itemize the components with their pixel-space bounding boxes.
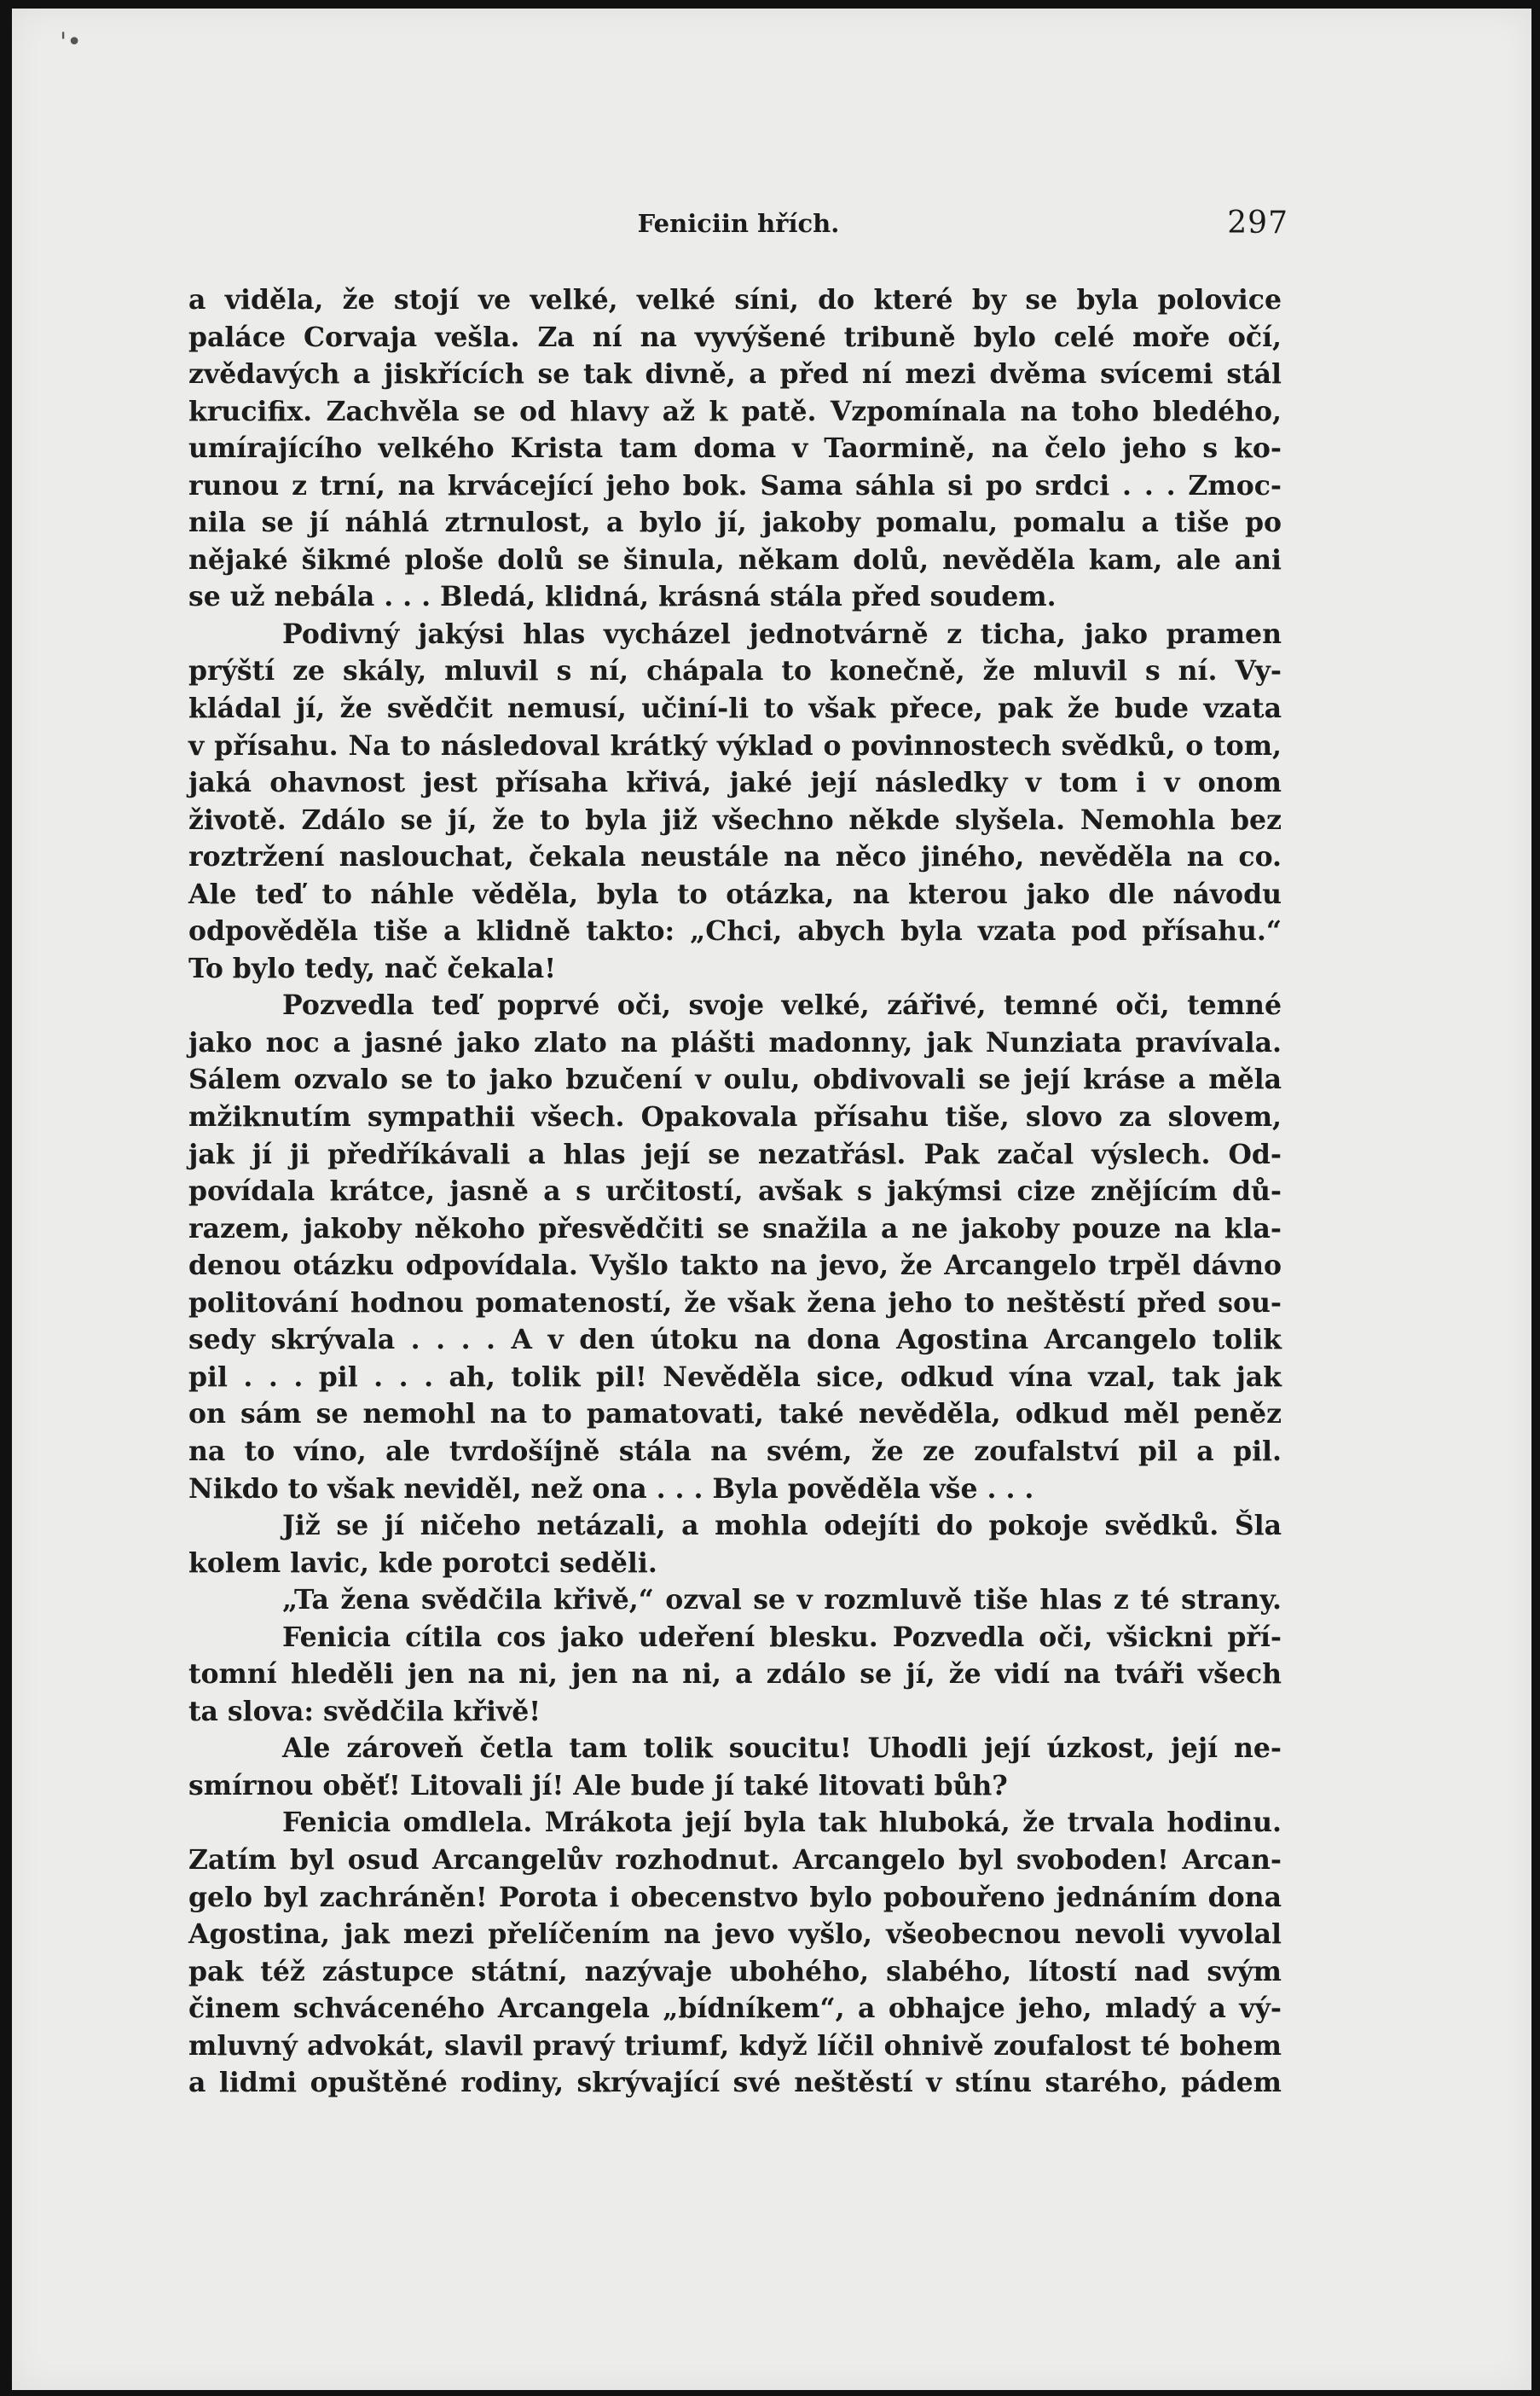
- text-line: ta slova: svědčila křivě!: [188, 1695, 541, 1727]
- text-line: Fenicia cítila cos jako udeření blesku. Pozvedla oči, všickni pří-: [282, 1621, 1282, 1653]
- text-line: se už nebála . . . Bledá, klidná, krásná stála před soudem.: [188, 581, 1057, 613]
- page-number: 297: [1227, 206, 1288, 241]
- running-header: [188, 206, 1288, 247]
- text-line: umírajícího velkého Krista tam doma v Taormině, na čelo jeho s ko-: [188, 432, 1282, 465]
- text-line: razem, jakoby někoho přesvědčiti se snažila a ne jakoby pouze na kla-: [188, 1212, 1282, 1244]
- text-line: Fenicia omdlela. Mrákota její byla tak hluboká, že trvala hodinu.: [282, 1807, 1282, 1839]
- text-line: roztržení naslouchat, čekala neustále na něco jiného, nevěděla na co.: [188, 841, 1282, 873]
- text-line: jako noc a jasné jako zlato na plášti madonny, jak Nunziata pravívala.: [188, 1026, 1282, 1059]
- text-line: Nikdo to však neviděl, než ona . . . Byla pověděla vše . . .: [188, 1472, 1034, 1505]
- text-line: povídala krátce, jasně a s určitostí, avšak s jakýmsi cize znějícím dů-: [188, 1175, 1282, 1208]
- text-line: odpověděla tiše a klidně takto: „Chci, abych byla vzata pod přísahu.“: [188, 915, 1282, 948]
- text-line: pil . . . pil . . . ah, tolik pil! Nevěděla sice, odkud vína vzal, tak jak: [188, 1360, 1282, 1393]
- text-line: kládal jí, že svědčit nemusí, učiní-li to však přece, pak že bude vzata: [188, 693, 1282, 725]
- text-line: prýští ze skály, mluvil s ní, chápala to konečně, že mluvil s ní. Vy-: [188, 655, 1282, 687]
- text-line: tomní hleděli jen na ni, jen na ni, a zdálo se jí, že vidí na tváři všech: [188, 1658, 1282, 1691]
- text-line: Sálem ozvalo se to jako bzučení v oulu, obdivovali se její kráse a měla: [188, 1064, 1282, 1096]
- text-line: činem schváceného Arcangela „bídníkem“, a obhajce jeho, mladý a vý-: [188, 1993, 1282, 2025]
- text-line: runou z trní, na krvácející jeho bok. Sama sáhla si po srdci . . . Zmoc-: [188, 469, 1282, 502]
- text-line: Ale zároveň četla tam tolik soucitu! Uhodli její úzkost, její ne-: [282, 1732, 1282, 1765]
- body-text: [188, 281, 1282, 2102]
- text-line: Ale teď to náhle věděla, byla to otázka, na kterou jako dle návodu: [188, 878, 1282, 910]
- text-line: nějaké šikmé ploše dolů se šinula, někam dolů, nevěděla kam, ale ani: [188, 543, 1282, 576]
- text-line: paláce Corvaja vešla. Za ní na vyvýšené tribuně bylo celé moře očí,: [188, 321, 1282, 353]
- text-line: kolem lavic, kde porotci seděli.: [188, 1546, 657, 1579]
- text-line: v přísahu. Na to následoval krátký výklad o povinnostech svědků, o tom,: [188, 729, 1282, 762]
- text-line: jak jí ji předříkávali a hlas její se nezatřásl. Pak začal výslech. Od-: [188, 1138, 1282, 1170]
- text-line: Zatím byl osud Arcangelův rozhodnut. Arcangelo byl svoboden! Arcan-: [188, 1843, 1282, 1876]
- text-line: gelo byl zachráněn! Porota i obecenstvo bylo pobouřeno jednáním dona: [188, 1881, 1282, 1913]
- running-title: Feniciin hřích.: [637, 209, 840, 238]
- text-line: smírnou oběť! Litovali jí! Ale bude jí také litovati bůh?: [188, 1769, 1008, 1801]
- text-line: nila se jí náhlá ztrnulost, a bylo jí, jakoby pomalu, pomalu a tiše po: [188, 507, 1282, 539]
- text-line: mluvný advokát, slavil pravý triumf, když líčil ohnivě zoufalost té bohem: [188, 2029, 1282, 2062]
- text-line: Pozvedla teď poprvé oči, svoje velké, zářivé, temné oči, temné: [282, 989, 1282, 1022]
- text-line: mžiknutím sympathii všech. Opakovala přísahu tiše, slovo za slovem,: [188, 1101, 1282, 1134]
- text-line: na to víno, ale tvrdošíjně stála na svém, že ze zoufalství pil a pil.: [188, 1435, 1282, 1467]
- text-line: Agostina, jak mezi přelíčením na jevo vyšlo, všeobecnou nevoli vyvolal: [188, 1918, 1282, 1951]
- text-line: životě. Zdálo se jí, že to byla již všechno někde slyšela. Nemohla bez: [188, 804, 1282, 836]
- text-line: on sám se nemohl na to pamatovati, také nevěděla, odkud měl peněz: [188, 1398, 1282, 1430]
- text-line: sedy skrývala . . . . A v den útoku na dona Agostina Arcangelo tolik: [188, 1324, 1282, 1356]
- text-line: Již se jí ničeho netázali, a mohla odejíti do pokoje svědků. Šla: [282, 1510, 1282, 1542]
- scan-mark: '•: [60, 27, 82, 57]
- text-line: „Ta žena svědčila křivě,“ ozval se v rozmluvě tiše hlas z té strany.: [282, 1584, 1282, 1616]
- text-line: krucifix. Zachvěla se od hlavy až k patě. Vzpomínala na toho bledého,: [188, 395, 1282, 427]
- text-line: denou otázku odpovídala. Vyšlo takto na jevo, že Arcangelo trpěl dávno: [188, 1250, 1282, 1282]
- text-line: politování hodnou pomateností, že však žena jeho to neštěstí před sou-: [188, 1286, 1282, 1319]
- text-line: zvědavých a jiskřících se tak divně, a před ní mezi dvěma svícemi stál: [188, 358, 1282, 391]
- text-line: a lidmi opuštěné rodiny, skrývající své neštěstí v stínu starého, pádem: [188, 2067, 1282, 2099]
- text-line: jaká ohavnost jest přísaha křivá, jaké její následky v tom i v onom: [188, 767, 1282, 799]
- text-line: a viděla, že stojí ve velké, velké síni, do které by se byla polovice: [188, 284, 1282, 316]
- text-line: Podivný jakýsi hlas vycházel jednotvárně z ticha, jako pramen: [282, 618, 1282, 650]
- text-line: To bylo tedy, nač čekala!: [188, 952, 557, 984]
- text-line: pak též zástupce státní, nazývaje ubohého, slabého, lítostí nad svým: [188, 1955, 1282, 1987]
